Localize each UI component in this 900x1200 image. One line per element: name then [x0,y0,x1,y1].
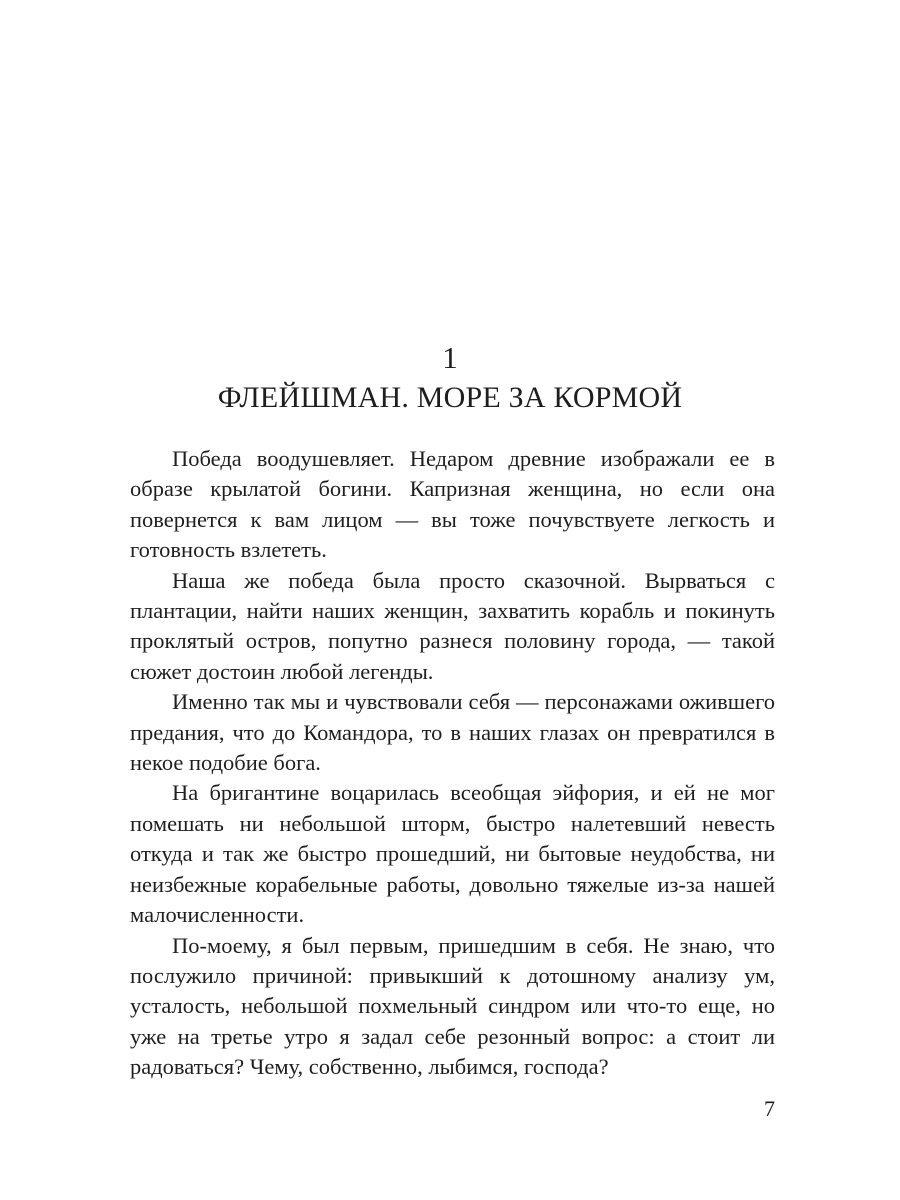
paragraph: Наша же победа была просто сказочной. Вырваться с плантации, найти наших женщин, захватить корабль и покинуть проклятый остров, попутно разнеся половину города, — такой сюжет достоин любой легенды. [130,567,775,684]
paragraph: Именно так мы и чувствовали себя — персонажами ожившего предания, что до Командора, то в наших глазах он превратился в некое подобие бога. [130,689,775,776]
paragraph: Победа воодушевляет. Недаром древние изображали ее в образе крылатой богини. Капризная женщина, но если она повернется к вам лицом — вы тоже почувствуете легкость и готовность взлететь. [130,446,775,563]
chapter-body [130,444,775,1083]
chapter-title: ФЛЕЙШМАН. МОРЕ ЗА КОРМОЙ [217,381,683,414]
page-number: 7 [764,1096,775,1121]
paragraph: По-моему, я был первым, пришедшим в себя. Не знаю, что послужило причиной: привыкший к дотошному анализу ум, усталость, небольшой похмельный синдром или что-то еще, но уже на третье утро я задал себе резонный вопрос: а стоит ли радоваться? Чему, собственно, лыбимся, господа? [130,932,775,1080]
chapter-number: 1 [442,340,458,375]
paragraph: На бригантине воцарилась всеобщая эйфория, и ей не мог помешать ни небольшой шторм, быстро налетевший невесть откуда и так же быстро прошедший, ни бытовые неудобства, ни неизбежные корабельные работы, довольно тяжелые из-за нашей малочисленности. [130,780,775,928]
